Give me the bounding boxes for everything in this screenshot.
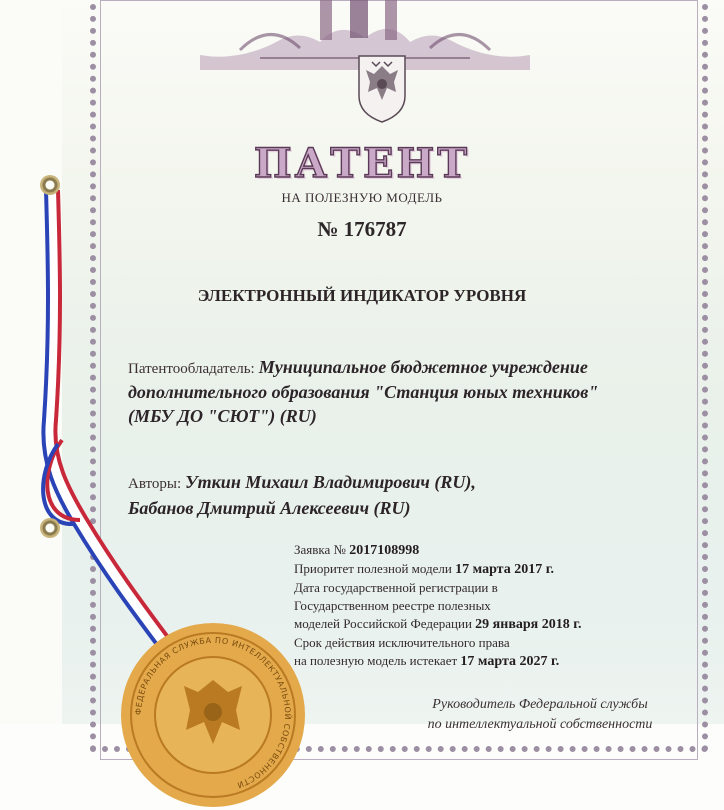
- signatory-block: [380, 695, 700, 735]
- seal-text: ФЕДЕРАЛЬНАЯ СЛУЖБА ПО ИНТЕЛЛЕКТУАЛЬНОЙ СОБСТВЕННОСТИ: [133, 635, 293, 790]
- svg-text:ФЕДЕРАЛЬНАЯ СЛУЖБА ПО ИНТЕЛЛЕК: [134, 636, 294, 790]
- registration-line-1: Дата государственной регистрации в: [294, 580, 498, 595]
- registration-details: [294, 541, 634, 671]
- signer-line-2: по интеллектуальной собственности: [427, 717, 653, 732]
- binding-eyelet-top: [40, 175, 60, 195]
- priority-row: [294, 560, 634, 579]
- patent-subtitle: НА ПОЛЕЗНУЮ МОДЕЛЬ: [281, 190, 443, 205]
- tricolor-ribbon: [0, 0, 230, 724]
- priority-label: Приоритет полезной модели: [294, 561, 452, 576]
- patent-number: № 176787: [317, 217, 407, 241]
- binding-eyelet-bottom: [40, 518, 60, 538]
- holder-label: Патентообладатель:: [128, 361, 255, 377]
- invention-title: ЭЛЕКТРОННЫЙ ИНДИКАТОР УРОВНЯ: [197, 286, 527, 305]
- application-row: [294, 541, 634, 560]
- registration-date: 29 января 2018 г.: [475, 617, 582, 632]
- expiry-date: 17 марта 2027 г.: [460, 654, 560, 669]
- registration-row: [294, 615, 634, 634]
- seal-lettering: [118, 620, 308, 810]
- application-label: Заявка №: [294, 542, 346, 557]
- registration-line-3: моделей Российской Федерации: [294, 616, 472, 631]
- application-number: 2017108998: [349, 543, 420, 558]
- author-2: Бабанов Дмитрий Алексеевич (RU): [128, 498, 411, 518]
- priority-date: 17 марта 2017 г.: [455, 562, 554, 577]
- holder-line-3: (МБУ ДО "СЮТ") (RU): [128, 406, 317, 426]
- holder-line-1: Муниципальное бюджетное учреждение: [258, 357, 588, 377]
- holder-line-2: дополнительного образования "Станция юных техников": [128, 382, 599, 402]
- coat-of-arms-icon: [355, 52, 409, 124]
- author-1: Уткин Михаил Владимирович (RU),: [185, 472, 476, 492]
- expiry-line-1: Срок действия исключительного права: [294, 635, 510, 650]
- authors-label: Авторы:: [128, 476, 182, 492]
- expiry-row: [294, 652, 634, 671]
- patent-title: ПАТЕНТ: [253, 140, 471, 187]
- registration-line-2: Государственном реестре полезных: [294, 598, 491, 613]
- expiry-line-2: на полезную модель истекает: [294, 653, 458, 668]
- signer-line-1: Руководитель Федеральной службы: [432, 697, 648, 712]
